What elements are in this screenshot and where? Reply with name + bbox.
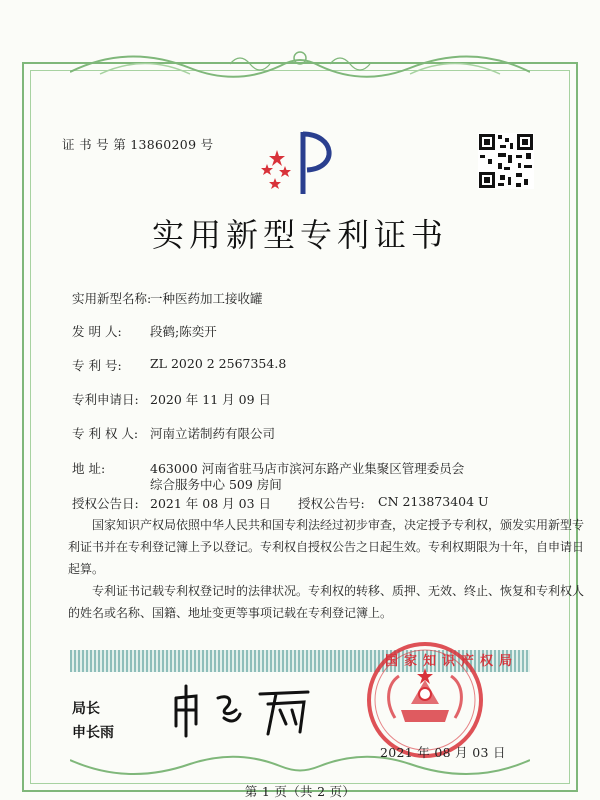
address-line-2: 综合服务中心 509 房间 [150,477,282,492]
grant-date-label: 授权公告日: [72,496,139,511]
qr-code-icon [478,133,534,189]
certificate-number: 证 书 号 第 13860209 号 [62,137,214,152]
application-date-label: 专利申请日: [72,392,139,407]
patent-number-value: ZL 2020 2 2567354.8 [150,356,287,371]
address-label: 地 址: [72,461,106,476]
director-title: 局长 [72,701,100,717]
model-name-value: 一种医药加工接收罐 [150,291,263,306]
grant-date-value: 2021 年 08 月 03 日 [150,496,271,511]
patentee-label: 专 利 权 人: [72,426,139,441]
patent-number-label: 专 利 号: [72,358,122,373]
grant-number-value: CN 213873404 U [378,494,489,509]
patent-office-logo-icon [255,128,345,198]
grant-number-label: 授权公告号: [298,496,365,511]
body-paragraph-2: 专利证书记载专利权登记时的法律状况。专利权的转移、质押、无效、终止、恢复和专利权人的姓名或名称、国籍、地址变更等事项记载在专利登记簿上。 [68,584,585,620]
model-name-label: 实用新型名称: [72,291,152,306]
director-name: 申长雨 [72,725,114,741]
inventor-value: 段鹤;陈奕开 [150,324,217,339]
page-number: 第 1 页（共 2 页） [244,784,356,799]
seal-text: 国家知识产权局 [385,654,519,669]
inventor-label: 发 明 人: [72,324,122,339]
application-date-value: 2020 年 11 月 09 日 [150,392,271,407]
seal-date: 2021 年 08 月 03 日 [380,745,506,760]
handwritten-signature [168,680,318,740]
patentee-value: 河南立诺制药有限公司 [150,426,276,441]
certificate-title: 实用新型专利证书 [151,216,448,254]
body-paragraph-1: 国家知识产权局依照中华人民共和国专利法经过初步审查，决定授予专利权，颁发实用新型专利证书并在专利登记簿上予以登记。专利权自授权公告之日起生效。专利权期限为十年，自申请日起算。 [68,518,585,576]
top-ornament-icon [70,44,530,84]
address-line-1: 463000 河南省驻马店市滨河东路产业集聚区管理委员会 [150,461,465,476]
